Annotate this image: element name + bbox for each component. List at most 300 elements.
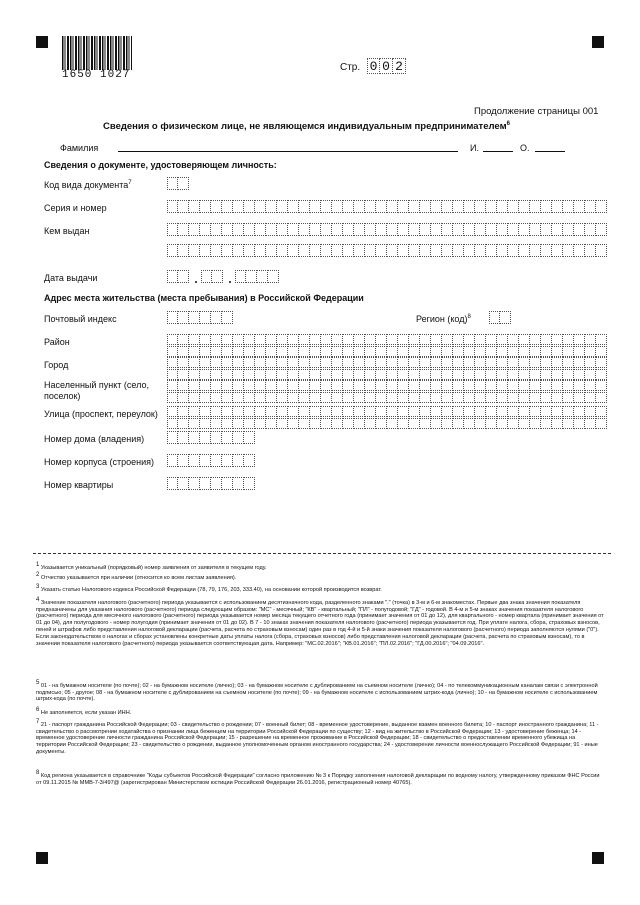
- entry-cell[interactable]: [563, 344, 574, 357]
- entry-cell[interactable]: [508, 367, 519, 380]
- entry-cell[interactable]: [255, 344, 266, 357]
- entry-cell[interactable]: [178, 200, 189, 213]
- entry-cell[interactable]: [475, 223, 486, 236]
- entry-cell[interactable]: [178, 367, 189, 380]
- entry-cell[interactable]: [167, 311, 178, 324]
- entry-cell[interactable]: [497, 223, 508, 236]
- entry-cell[interactable]: [354, 200, 365, 213]
- entry-cell[interactable]: [211, 200, 222, 213]
- entry-cell[interactable]: [167, 177, 178, 190]
- entry-cell[interactable]: [365, 390, 376, 403]
- entry-cell[interactable]: [420, 367, 431, 380]
- surname-line[interactable]: [118, 151, 458, 152]
- entry-cell[interactable]: [211, 477, 222, 490]
- entry-cell[interactable]: [343, 416, 354, 429]
- entry-cell[interactable]: [486, 244, 497, 257]
- entry-cell[interactable]: [541, 223, 552, 236]
- entry-cell[interactable]: [376, 344, 387, 357]
- entry-cell[interactable]: [211, 244, 222, 257]
- entry-cell[interactable]: [200, 344, 211, 357]
- entry-cell[interactable]: [310, 367, 321, 380]
- entry-cell[interactable]: [277, 390, 288, 403]
- entry-cell[interactable]: [585, 344, 596, 357]
- entry-cell[interactable]: [310, 223, 321, 236]
- entry-cell[interactable]: [585, 390, 596, 403]
- entry-cell[interactable]: [387, 223, 398, 236]
- entry-cell[interactable]: [222, 454, 233, 467]
- entry-cell[interactable]: [486, 344, 497, 357]
- entry-cell[interactable]: [211, 311, 222, 324]
- entry-cell[interactable]: [211, 431, 222, 444]
- entry-cell[interactable]: [244, 367, 255, 380]
- region-cells[interactable]: [489, 311, 511, 324]
- entry-cell[interactable]: [475, 244, 486, 257]
- entry-cell[interactable]: [387, 344, 398, 357]
- entry-cell[interactable]: [268, 270, 279, 283]
- entry-cell[interactable]: [354, 367, 365, 380]
- entry-cell[interactable]: [519, 367, 530, 380]
- entry-cell[interactable]: [343, 244, 354, 257]
- entry-cell[interactable]: [508, 200, 519, 213]
- entry-cell[interactable]: [442, 344, 453, 357]
- entry-cell[interactable]: [233, 367, 244, 380]
- entry-cell[interactable]: [310, 390, 321, 403]
- entry-cell[interactable]: [431, 416, 442, 429]
- entry-cell[interactable]: [398, 416, 409, 429]
- entry-cell[interactable]: [519, 200, 530, 213]
- entry-cell[interactable]: [354, 223, 365, 236]
- entry-cell[interactable]: [167, 416, 178, 429]
- locality-cells-2[interactable]: [167, 390, 607, 403]
- entry-cell[interactable]: [189, 244, 200, 257]
- entry-cell[interactable]: [211, 416, 222, 429]
- entry-cell[interactable]: [530, 390, 541, 403]
- entry-cell[interactable]: [431, 344, 442, 357]
- entry-cell[interactable]: [519, 244, 530, 257]
- entry-cell[interactable]: [178, 431, 189, 444]
- entry-cell[interactable]: [475, 200, 486, 213]
- entry-cell[interactable]: [277, 344, 288, 357]
- entry-cell[interactable]: [508, 416, 519, 429]
- entry-cell[interactable]: [541, 367, 552, 380]
- entry-cell[interactable]: [508, 390, 519, 403]
- entry-cell[interactable]: [409, 416, 420, 429]
- entry-cell[interactable]: [486, 200, 497, 213]
- entry-cell[interactable]: [299, 200, 310, 213]
- entry-cell[interactable]: [596, 200, 607, 213]
- entry-cell[interactable]: [497, 390, 508, 403]
- entry-cell[interactable]: [354, 390, 365, 403]
- entry-cell[interactable]: [257, 270, 268, 283]
- initial-o-line[interactable]: [535, 151, 565, 152]
- entry-cell[interactable]: [167, 344, 178, 357]
- entry-cell[interactable]: [530, 416, 541, 429]
- entry-cell[interactable]: [585, 244, 596, 257]
- entry-cell[interactable]: [189, 390, 200, 403]
- entry-cell[interactable]: [277, 200, 288, 213]
- street-cells-2[interactable]: [167, 416, 607, 429]
- entry-cell[interactable]: [200, 244, 211, 257]
- entry-cell[interactable]: [178, 344, 189, 357]
- entry-cell[interactable]: [266, 344, 277, 357]
- entry-cell[interactable]: [299, 344, 310, 357]
- entry-cell[interactable]: [332, 223, 343, 236]
- entry-cell[interactable]: [222, 344, 233, 357]
- entry-cell[interactable]: [376, 416, 387, 429]
- entry-cell[interactable]: [442, 416, 453, 429]
- entry-cell[interactable]: [244, 390, 255, 403]
- entry-cell[interactable]: [212, 270, 223, 283]
- entry-cell[interactable]: [189, 454, 200, 467]
- entry-cell[interactable]: [255, 200, 266, 213]
- entry-cell[interactable]: [189, 367, 200, 380]
- entry-cell[interactable]: [178, 454, 189, 467]
- entry-cell[interactable]: [431, 390, 442, 403]
- entry-cell[interactable]: [541, 390, 552, 403]
- entry-cell[interactable]: [299, 367, 310, 380]
- entry-cell[interactable]: [574, 244, 585, 257]
- entry-cell[interactable]: [541, 200, 552, 213]
- entry-cell[interactable]: [442, 200, 453, 213]
- entry-cell[interactable]: [266, 390, 277, 403]
- entry-cell[interactable]: [244, 431, 255, 444]
- entry-cell[interactable]: [167, 223, 178, 236]
- entry-cell[interactable]: [365, 416, 376, 429]
- entry-cell[interactable]: [189, 223, 200, 236]
- entry-cell[interactable]: [563, 223, 574, 236]
- entry-cell[interactable]: [464, 344, 475, 357]
- entry-cell[interactable]: [189, 311, 200, 324]
- entry-cell[interactable]: [200, 390, 211, 403]
- entry-cell[interactable]: [431, 244, 442, 257]
- entry-cell[interactable]: [563, 367, 574, 380]
- entry-cell[interactable]: [489, 311, 500, 324]
- entry-cell[interactable]: [398, 223, 409, 236]
- entry-cell[interactable]: [332, 390, 343, 403]
- entry-cell[interactable]: [420, 223, 431, 236]
- entry-cell[interactable]: [266, 416, 277, 429]
- entry-cell[interactable]: [387, 244, 398, 257]
- entry-cell[interactable]: [464, 390, 475, 403]
- entry-cell[interactable]: [189, 416, 200, 429]
- issue-year-cells[interactable]: [235, 270, 279, 283]
- entry-cell[interactable]: [200, 367, 211, 380]
- entry-cell[interactable]: [530, 367, 541, 380]
- entry-cell[interactable]: [475, 390, 486, 403]
- entry-cell[interactable]: [354, 244, 365, 257]
- entry-cell[interactable]: [233, 390, 244, 403]
- entry-cell[interactable]: [585, 223, 596, 236]
- entry-cell[interactable]: [233, 244, 244, 257]
- entry-cell[interactable]: [453, 344, 464, 357]
- entry-cell[interactable]: [343, 367, 354, 380]
- entry-cell[interactable]: [497, 344, 508, 357]
- issue-month-cells[interactable]: [201, 270, 223, 283]
- entry-cell[interactable]: [552, 223, 563, 236]
- entry-cell[interactable]: [288, 416, 299, 429]
- entry-cell[interactable]: [222, 311, 233, 324]
- entry-cell[interactable]: [343, 200, 354, 213]
- entry-cell[interactable]: [321, 223, 332, 236]
- entry-cell[interactable]: [530, 344, 541, 357]
- entry-cell[interactable]: [409, 200, 420, 213]
- district-cells-2[interactable]: [167, 344, 607, 357]
- entry-cell[interactable]: [464, 244, 475, 257]
- entry-cell[interactable]: [299, 244, 310, 257]
- entry-cell[interactable]: [266, 367, 277, 380]
- entry-cell[interactable]: [530, 200, 541, 213]
- entry-cell[interactable]: [596, 367, 607, 380]
- entry-cell[interactable]: [244, 200, 255, 213]
- entry-cell[interactable]: [574, 200, 585, 213]
- entry-cell[interactable]: [288, 344, 299, 357]
- entry-cell[interactable]: [343, 223, 354, 236]
- entry-cell[interactable]: [420, 344, 431, 357]
- entry-cell[interactable]: [233, 477, 244, 490]
- entry-cell[interactable]: [574, 223, 585, 236]
- entry-cell[interactable]: [365, 200, 376, 213]
- entry-cell[interactable]: [398, 244, 409, 257]
- entry-cell[interactable]: [552, 200, 563, 213]
- entry-cell[interactable]: [178, 311, 189, 324]
- entry-cell[interactable]: [585, 367, 596, 380]
- entry-cell[interactable]: [321, 390, 332, 403]
- entry-cell[interactable]: [464, 416, 475, 429]
- entry-cell[interactable]: [508, 344, 519, 357]
- entry-cell[interactable]: [563, 244, 574, 257]
- entry-cell[interactable]: [222, 416, 233, 429]
- entry-cell[interactable]: [299, 223, 310, 236]
- entry-cell[interactable]: [178, 416, 189, 429]
- entry-cell[interactable]: [376, 390, 387, 403]
- doc-code-cells[interactable]: [167, 177, 189, 190]
- entry-cell[interactable]: [552, 367, 563, 380]
- entry-cell[interactable]: [376, 223, 387, 236]
- entry-cell[interactable]: [222, 431, 233, 444]
- entry-cell[interactable]: [200, 200, 211, 213]
- entry-cell[interactable]: [310, 244, 321, 257]
- entry-cell[interactable]: [222, 200, 233, 213]
- entry-cell[interactable]: [211, 390, 222, 403]
- house-cells[interactable]: [167, 431, 255, 444]
- entry-cell[interactable]: [365, 244, 376, 257]
- entry-cell[interactable]: [409, 367, 420, 380]
- entry-cell[interactable]: [277, 223, 288, 236]
- entry-cell[interactable]: [420, 200, 431, 213]
- entry-cell[interactable]: [332, 244, 343, 257]
- entry-cell[interactable]: [464, 367, 475, 380]
- entry-cell[interactable]: [277, 244, 288, 257]
- entry-cell[interactable]: [200, 454, 211, 467]
- entry-cell[interactable]: [200, 431, 211, 444]
- entry-cell[interactable]: [365, 223, 376, 236]
- entry-cell[interactable]: [343, 390, 354, 403]
- entry-cell[interactable]: [167, 367, 178, 380]
- entry-cell[interactable]: [453, 200, 464, 213]
- entry-cell[interactable]: [277, 367, 288, 380]
- entry-cell[interactable]: [255, 244, 266, 257]
- entry-cell[interactable]: [233, 200, 244, 213]
- entry-cell[interactable]: [420, 244, 431, 257]
- entry-cell[interactable]: [563, 200, 574, 213]
- entry-cell[interactable]: [233, 223, 244, 236]
- entry-cell[interactable]: [321, 344, 332, 357]
- entry-cell[interactable]: [365, 344, 376, 357]
- entry-cell[interactable]: [563, 416, 574, 429]
- entry-cell[interactable]: [431, 367, 442, 380]
- entry-cell[interactable]: [409, 344, 420, 357]
- entry-cell[interactable]: [585, 416, 596, 429]
- entry-cell[interactable]: [387, 200, 398, 213]
- entry-cell[interactable]: [519, 416, 530, 429]
- issued-by-cells-1[interactable]: [167, 223, 607, 236]
- entry-cell[interactable]: [486, 416, 497, 429]
- entry-cell[interactable]: [255, 416, 266, 429]
- entry-cell[interactable]: [585, 200, 596, 213]
- entry-cell[interactable]: [233, 454, 244, 467]
- entry-cell[interactable]: [442, 367, 453, 380]
- entry-cell[interactable]: [178, 270, 189, 283]
- entry-cell[interactable]: [233, 431, 244, 444]
- entry-cell[interactable]: [332, 200, 343, 213]
- entry-cell[interactable]: [266, 223, 277, 236]
- entry-cell[interactable]: [189, 344, 200, 357]
- entry-cell[interactable]: [431, 200, 442, 213]
- entry-cell[interactable]: [244, 244, 255, 257]
- entry-cell[interactable]: [365, 367, 376, 380]
- entry-cell[interactable]: [167, 200, 178, 213]
- entry-cell[interactable]: [178, 477, 189, 490]
- entry-cell[interactable]: [563, 390, 574, 403]
- entry-cell[interactable]: [519, 223, 530, 236]
- entry-cell[interactable]: [288, 200, 299, 213]
- entry-cell[interactable]: [178, 223, 189, 236]
- issued-by-cells-2[interactable]: [167, 244, 607, 257]
- entry-cell[interactable]: [552, 344, 563, 357]
- entry-cell[interactable]: [332, 344, 343, 357]
- entry-cell[interactable]: [343, 344, 354, 357]
- entry-cell[interactable]: [486, 223, 497, 236]
- entry-cell[interactable]: [222, 367, 233, 380]
- entry-cell[interactable]: [178, 177, 189, 190]
- entry-cell[interactable]: [178, 244, 189, 257]
- entry-cell[interactable]: [255, 223, 266, 236]
- entry-cell[interactable]: [244, 344, 255, 357]
- issue-day-cells[interactable]: [167, 270, 189, 283]
- entry-cell[interactable]: [500, 311, 511, 324]
- entry-cell[interactable]: [475, 367, 486, 380]
- entry-cell[interactable]: [497, 244, 508, 257]
- entry-cell[interactable]: [310, 200, 321, 213]
- entry-cell[interactable]: [475, 344, 486, 357]
- entry-cell[interactable]: [541, 244, 552, 257]
- entry-cell[interactable]: [255, 367, 266, 380]
- entry-cell[interactable]: [442, 223, 453, 236]
- entry-cell[interactable]: [200, 311, 211, 324]
- entry-cell[interactable]: [211, 367, 222, 380]
- entry-cell[interactable]: [508, 223, 519, 236]
- entry-cell[interactable]: [167, 477, 178, 490]
- entry-cell[interactable]: [233, 344, 244, 357]
- entry-cell[interactable]: [431, 223, 442, 236]
- entry-cell[interactable]: [201, 270, 212, 283]
- entry-cell[interactable]: [354, 344, 365, 357]
- entry-cell[interactable]: [299, 416, 310, 429]
- entry-cell[interactable]: [409, 244, 420, 257]
- entry-cell[interactable]: [453, 367, 464, 380]
- entry-cell[interactable]: [233, 416, 244, 429]
- entry-cell[interactable]: [574, 344, 585, 357]
- entry-cell[interactable]: [387, 367, 398, 380]
- entry-cell[interactable]: [255, 390, 266, 403]
- entry-cell[interactable]: [552, 390, 563, 403]
- entry-cell[interactable]: [596, 416, 607, 429]
- entry-cell[interactable]: [244, 223, 255, 236]
- entry-cell[interactable]: [189, 431, 200, 444]
- entry-cell[interactable]: [200, 477, 211, 490]
- entry-cell[interactable]: [596, 390, 607, 403]
- entry-cell[interactable]: [475, 416, 486, 429]
- entry-cell[interactable]: [398, 344, 409, 357]
- entry-cell[interactable]: [464, 200, 475, 213]
- entry-cell[interactable]: [235, 270, 246, 283]
- postal-cells[interactable]: [167, 311, 233, 324]
- entry-cell[interactable]: [288, 390, 299, 403]
- entry-cell[interactable]: [211, 454, 222, 467]
- entry-cell[interactable]: [288, 367, 299, 380]
- entry-cell[interactable]: [244, 477, 255, 490]
- entry-cell[interactable]: [497, 416, 508, 429]
- entry-cell[interactable]: [244, 454, 255, 467]
- entry-cell[interactable]: [596, 223, 607, 236]
- entry-cell[interactable]: [486, 390, 497, 403]
- apartment-cells[interactable]: [167, 477, 255, 490]
- entry-cell[interactable]: [387, 390, 398, 403]
- entry-cell[interactable]: [398, 200, 409, 213]
- entry-cell[interactable]: [453, 223, 464, 236]
- entry-cell[interactable]: [409, 390, 420, 403]
- entry-cell[interactable]: [541, 344, 552, 357]
- entry-cell[interactable]: [541, 416, 552, 429]
- entry-cell[interactable]: [376, 367, 387, 380]
- entry-cell[interactable]: [420, 390, 431, 403]
- entry-cell[interactable]: [409, 223, 420, 236]
- entry-cell[interactable]: [277, 416, 288, 429]
- entry-cell[interactable]: [376, 244, 387, 257]
- entry-cell[interactable]: [354, 416, 365, 429]
- entry-cell[interactable]: [453, 390, 464, 403]
- initial-i-line[interactable]: [483, 151, 513, 152]
- entry-cell[interactable]: [387, 416, 398, 429]
- entry-cell[interactable]: [497, 367, 508, 380]
- entry-cell[interactable]: [508, 244, 519, 257]
- entry-cell[interactable]: [299, 390, 310, 403]
- entry-cell[interactable]: [266, 200, 277, 213]
- entry-cell[interactable]: [442, 244, 453, 257]
- entry-cell[interactable]: [321, 200, 332, 213]
- entry-cell[interactable]: [222, 223, 233, 236]
- entry-cell[interactable]: [497, 200, 508, 213]
- entry-cell[interactable]: [398, 390, 409, 403]
- entry-cell[interactable]: [486, 367, 497, 380]
- entry-cell[interactable]: [167, 431, 178, 444]
- entry-cell[interactable]: [420, 416, 431, 429]
- entry-cell[interactable]: [574, 367, 585, 380]
- entry-cell[interactable]: [310, 344, 321, 357]
- entry-cell[interactable]: [464, 223, 475, 236]
- entry-cell[interactable]: [596, 244, 607, 257]
- entry-cell[interactable]: [332, 416, 343, 429]
